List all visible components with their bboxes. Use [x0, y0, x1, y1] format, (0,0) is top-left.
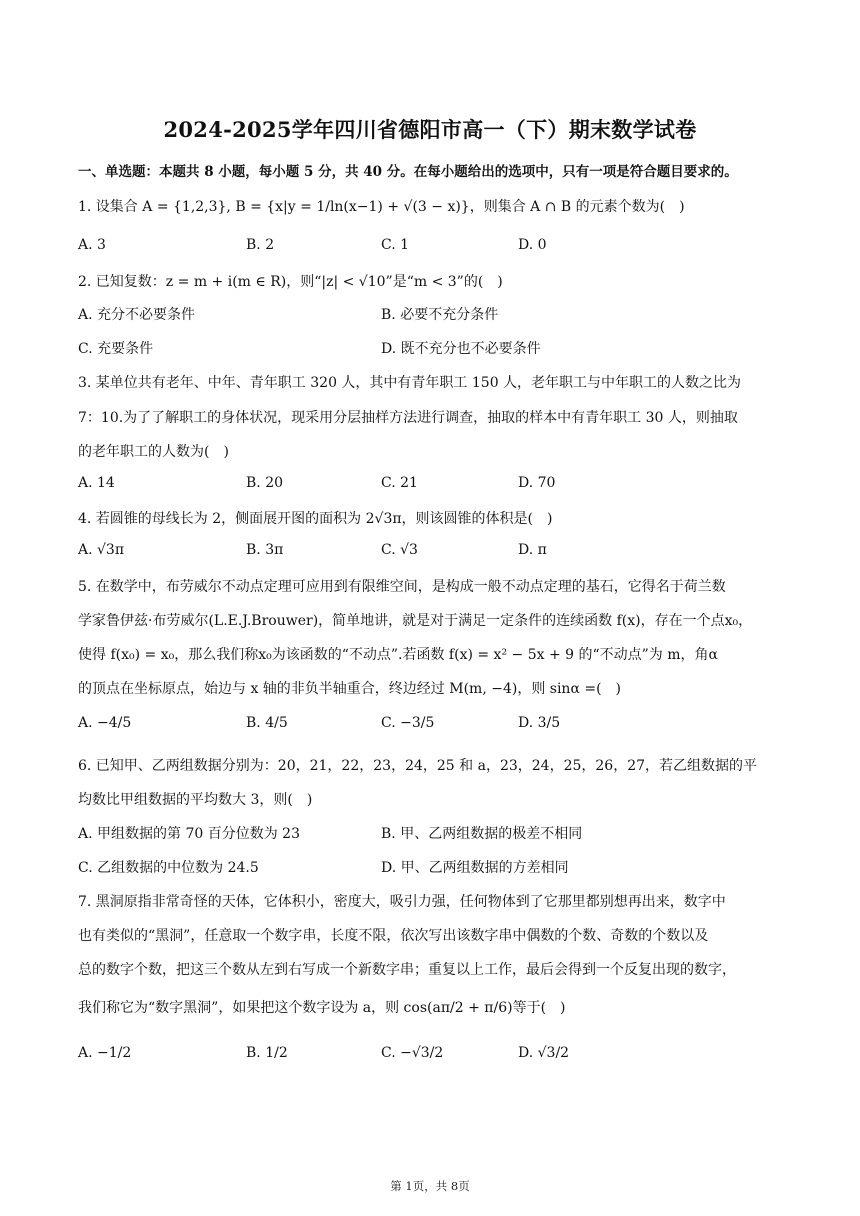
q2-option-d: D. 既不充分也不必要条件 [381, 341, 541, 357]
q4-option-a: A. √3π [78, 542, 125, 558]
q1-option-d: D. 0 [518, 237, 547, 253]
question-5-line-4: 的顶点在坐标原点，始边与 x 轴的非负半轴重合，终边经过 M(m, −4)，则 sinα =( ) [78, 681, 622, 697]
q5-option-b: B. 4/5 [246, 715, 288, 731]
question-7-line-3: 总的数字个数，把这三个数从左到右写成一个新数字串；重复以上工作，最后会得到一个反复出现的数字， [78, 962, 736, 978]
q4-option-d: D. π [518, 542, 547, 558]
q2-option-c: C. 充要条件 [78, 341, 154, 357]
q5-option-a: A. −4/5 [78, 715, 132, 731]
q6-option-a: A. 甲组数据的第 70 百分位数为 23 [78, 826, 300, 842]
question-3-line-1: 3. 某单位共有老年、中年、青年职工 320 人，其中有青年职工 150 人，老年职工与中年职工的人数之比为 [78, 375, 742, 391]
q4-option-c: C. √3 [381, 542, 418, 558]
q2-option-a: A. 充分不必要条件 [78, 307, 196, 323]
q2-option-b: B. 必要不充分条件 [381, 307, 499, 323]
question-3-line-3: 的老年职工的人数为( ) [78, 444, 229, 460]
page-footer: 第 1页，共 8页 [390, 1179, 470, 1193]
q7-option-c: C. −√3/2 [381, 1045, 444, 1061]
question-5-line-3: 使得 f(x₀) = x₀，那么我们称x₀为该函数的“不动点”.若函数 f(x) = x² − 5x + 9 的“不动点”为 m，角α [78, 647, 718, 663]
question-1-text: 1. 设集合 A = {1,2,3}, B = {x|y = 1/ln(x−1) + √(3 − x)}，则集合 A ∩ B 的元素个数为( ) [78, 199, 685, 215]
q3-option-d: D. 70 [518, 475, 556, 491]
question-3-line-2: 7：10.为了了解职工的身体状况，现采用分层抽样方法进行调查，抽取的样本中有青年职工 30 人，则抽取 [78, 410, 738, 426]
question-5-line-2: 学家鲁伊兹·布劳威尔(L.E.J.Brouwer)，简单地讲，就是对于满足一定条件的连续函数 f(x)，存在一个点x₀， [78, 613, 753, 629]
q1-option-c: C. 1 [381, 237, 410, 253]
exam-title: 2024-2025学年四川省德阳市高一（下）期末数学试卷 [163, 117, 697, 142]
q6-option-b: B. 甲、乙两组数据的极差不相同 [381, 826, 583, 842]
question-2-text: 2. 已知复数：z = m + i(m ∈ R)，则“|z| < √10”是“m < 3”的( ) [78, 274, 503, 290]
question-7-line-2: 也有类似的“黑洞”，任意取一个数字串，长度不限，依次写出该数字串中偶数的个数、奇数的个数以及 [78, 928, 709, 944]
question-5-line-1: 5. 在数学中，布劳威尔不动点定理可应用到有限维空间，是构成一般不动点定理的基石，它得名于荷兰数 [78, 579, 726, 595]
q7-option-a: A. −1/2 [78, 1045, 132, 1061]
q1-option-b: B. 2 [246, 237, 275, 253]
section-heading: 一、单选题：本题共 8 小题，每小题 5 分，共 40 分。在每小题给出的选项中，只有一项是符合题目要求的。 [78, 164, 738, 180]
q6-option-d: D. 甲、乙两组数据的方差相同 [381, 860, 569, 876]
q5-option-d: D. 3/5 [518, 715, 561, 731]
q5-option-c: C. −3/5 [381, 715, 435, 731]
question-7-line-1: 7. 黑洞原指非常奇怪的天体，它体积小，密度大，吸引力强，任何物体到了它那里都别想再出来，数字中 [78, 894, 726, 910]
q3-option-a: A. 14 [78, 475, 115, 491]
q7-option-d: D. √3/2 [518, 1045, 570, 1061]
q3-option-b: B. 20 [246, 475, 284, 491]
q3-option-c: C. 21 [381, 475, 418, 491]
question-6-line-2: 均数比甲组数据的平均数大 3，则( ) [78, 792, 313, 808]
question-4-text: 4. 若圆锥的母线长为 2，侧面展开图的面积为 2√3π，则该圆锥的体积是( ) [78, 511, 553, 527]
q1-option-a: A. 3 [78, 237, 106, 253]
q7-option-b: B. 1/2 [246, 1045, 288, 1061]
q6-option-c: C. 乙组数据的中位数为 24.5 [78, 860, 259, 876]
q4-option-b: B. 3π [246, 542, 284, 558]
question-7-line-4: 我们称它为“数字黑洞”，如果把这个数字设为 a，则 cos(aπ/2 + π/6)等于( ) [78, 1000, 566, 1016]
question-6-line-1: 6. 已知甲、乙两组数据分别为：20，21，22，23，24，25 和 a，23，24，25，26，27，若乙组数据的平 [78, 758, 758, 774]
